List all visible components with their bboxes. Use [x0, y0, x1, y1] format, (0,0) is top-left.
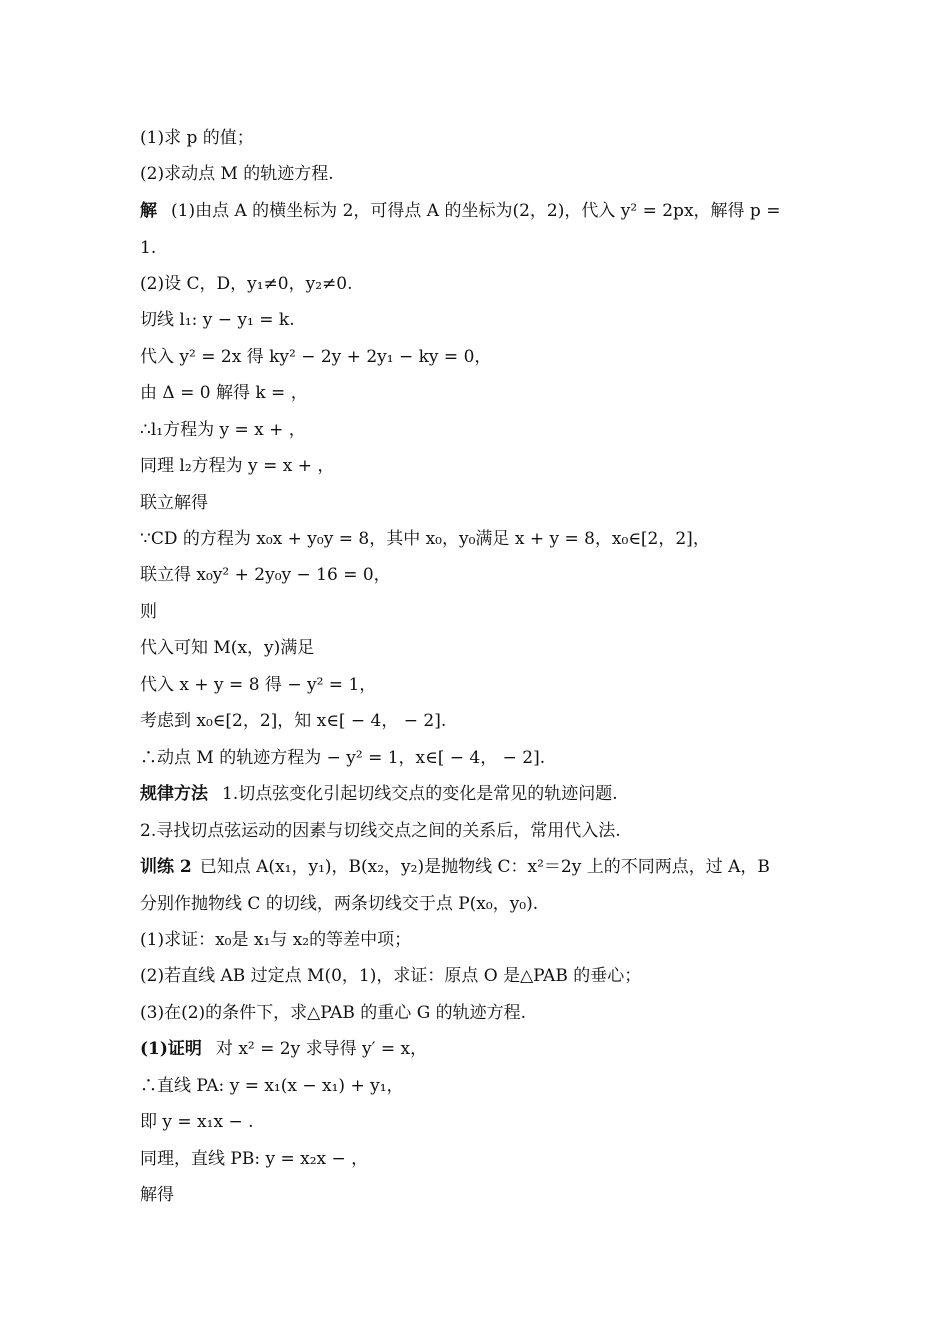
solution-label: 解 — [140, 201, 157, 221]
proof-line-5: 解得 — [140, 1185, 174, 1205]
solution-line-16: ∴动点 M 的轨迹方程为 − y² = 1，x∈[ − 4， − 2]. — [140, 748, 546, 768]
exercise-line-2: 分别作抛物线 C 的切线，两条切线交于点 P(x₀，y₀). — [140, 894, 539, 914]
solution-text: (1)由点 A 的横坐标为 2，可得点 A 的坐标为(2，2)，代入 y² = 2px，解得 p = — [171, 201, 781, 221]
exercise-line-1 — [140, 855, 770, 879]
solution-line-15: 考虑到 x₀∈[2，2]，知 x∈[ − 4， − 2]. — [140, 711, 447, 731]
solution-line-4: 切线 l₁: y − y₁ = k. — [140, 310, 295, 330]
proof-line-4: 同理，直线 PB: y = x₂x − ， — [140, 1149, 369, 1169]
method-label: 规律方法 — [140, 784, 208, 804]
exercise-text: 已知点 A(x₁，y₁)，B(x₂，y₂)是抛物线 C：x²＝2y 上的不同两点，过 A，B — [199, 857, 770, 877]
proof-line-3: 即 y = x₁x − . — [140, 1112, 254, 1132]
solution-line-12: 则 — [140, 602, 157, 622]
solution-line-1 — [140, 199, 780, 223]
exercise-part-1: (1)求证：x₀是 x₁与 x₂的等差中项； — [140, 930, 412, 950]
proof-line-1 — [140, 1037, 427, 1061]
question-part-2: (2)求动点 M 的轨迹方程. — [140, 164, 334, 184]
proof-text: 对 x² = 2y 求导得 y′ = x， — [215, 1039, 428, 1059]
solution-line-5: 代入 y² = 2x 得 ky² − 2y + 2y₁ − ky = 0， — [140, 347, 492, 367]
question-part-1: (1)求 p 的值； — [140, 128, 254, 148]
proof-line-2: ∴直线 PA: y = x₁(x − x₁) + y₁， — [140, 1076, 404, 1096]
solution-line-6: 由 Δ = 0 解得 k = ， — [140, 383, 308, 403]
solution-line-13: 代入可知 M(x，y)满足 — [140, 638, 315, 658]
solution-line-10: ∵CD 的方程为 x₀x + y₀y = 8，其中 x₀，y₀满足 x + y = 8，x₀∈[2，2]， — [140, 529, 710, 549]
solution-line-2: 1. — [140, 238, 157, 258]
exercise-part-2: (2)若直线 AB 过定点 M(0，1)，求证：原点 O 是△PAB 的垂心； — [140, 966, 642, 986]
method-text: 1.切点弦变化引起切线交点的变化是常见的轨迹问题. — [222, 784, 618, 804]
solution-line-14: 代入 x + y = 8 得 − y² = 1， — [140, 675, 377, 695]
method-line-1 — [140, 782, 618, 806]
exercise-label: 训练 2 — [140, 857, 192, 877]
exercise-part-3: (3)在(2)的条件下，求△PAB 的重心 G 的轨迹方程. — [140, 1003, 527, 1023]
solution-line-8: 同理 l₂方程为 y = x + ， — [140, 456, 335, 476]
proof-label: (1)证明 — [140, 1039, 202, 1059]
solution-line-11: 联立得 x₀y² + 2y₀y − 16 = 0， — [140, 565, 391, 585]
method-line-2: 2.寻找切点弦运动的因素与切线交点之间的关系后，常用代入法. — [140, 821, 621, 841]
solution-line-7: ∴l₁方程为 y = x + ， — [140, 420, 306, 440]
solution-line-3: (2)设 C，D，y₁≠0，y₂≠0. — [140, 274, 353, 294]
solution-line-9: 联立解得 — [140, 493, 208, 513]
